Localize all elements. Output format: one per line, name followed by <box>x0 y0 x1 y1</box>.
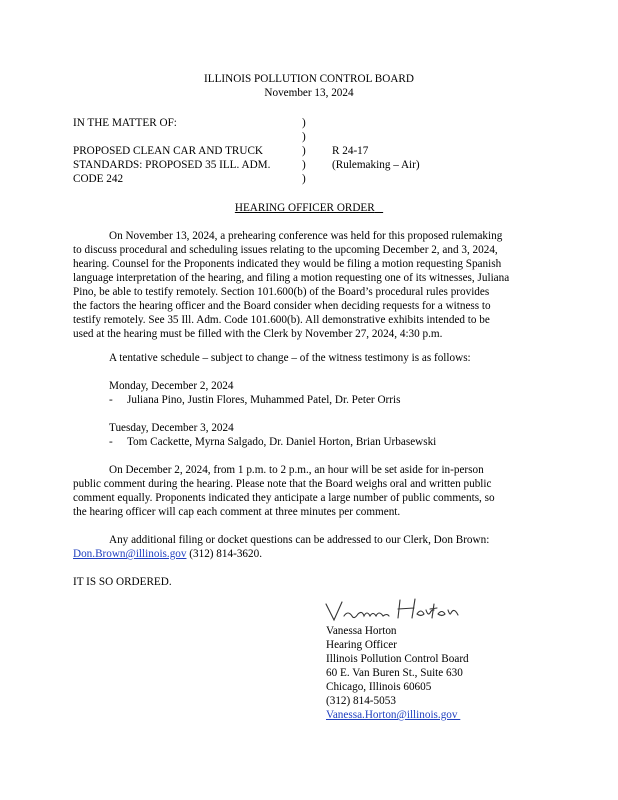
clerk-contact <box>73 547 262 561</box>
caption-paren: ) <box>302 173 306 185</box>
paragraph-public-comment <box>73 463 495 519</box>
signer-title: Hearing Officer <box>326 639 397 651</box>
schedule-dash: - <box>109 436 113 448</box>
signer-address: 60 E. Van Buren St., Suite 630 <box>326 667 463 679</box>
schedule-intro: A tentative schedule – subject to change – of the witness testimony is as follows: <box>109 352 471 364</box>
caption-line: IN THE MATTER OF: <box>73 117 177 129</box>
signer-organization: Illinois Pollution Control Board <box>326 653 469 665</box>
caption-paren: ) <box>302 131 306 143</box>
caption-paren: ) <box>302 159 306 171</box>
order-title-text: HEARING OFFICER ORDER <box>234 202 375 214</box>
handwritten-signature <box>322 596 462 626</box>
text-line: On November 13, 2024, a prehearing conference was held for this proposed rulemaking <box>109 230 503 242</box>
signature-block <box>326 624 469 722</box>
text-line: used at the hearing must be filled with the Clerk by November 27, 2024, 4:30 p.m. <box>73 328 443 340</box>
order-date: November 13, 2024 <box>264 87 354 99</box>
text-line: comment equally. Proponents indicated they anticipate a large number of public comments, so <box>73 492 495 504</box>
docket-number: R 24-17 <box>332 145 369 157</box>
text-line: hearing. Counsel for the Proponents indicated they would be filing a motion requesting Spanish <box>73 258 502 270</box>
text-line: public comment during the hearing. Please note that the Board weighs oral and written public <box>73 478 492 490</box>
agency-name: ILLINOIS POLLUTION CONTROL BOARD <box>204 73 414 85</box>
docket-type: (Rulemaking – Air) <box>332 159 420 171</box>
text-line: the hearing officer will cap each comment at three minutes per comment. <box>73 506 401 518</box>
caption-paren: ) <box>302 145 306 157</box>
caption-line: CODE 242 <box>73 173 124 185</box>
closing-statement: IT IS SO ORDERED. <box>73 576 172 588</box>
caption-line: STANDARDS: PROPOSED 35 ILL. ADM. <box>73 159 271 171</box>
text-line: Pino, be able to testify remotely. Section 101.600(b) of the Board’s procedural rules provides <box>73 286 490 298</box>
caption-paren: ) <box>302 117 306 129</box>
text-line: testify remotely. See 35 Ill. Adm. Code 101.600(b). All demonstrative exhibits intended to be <box>73 314 490 326</box>
schedule-day: Tuesday, December 3, 2024 <box>109 422 234 434</box>
text-line: On December 2, 2024, from 1 p.m. to 2 p.m., an hour will be set aside for in-person <box>109 464 484 476</box>
text-line: the factors the hearing officer and the Board consider when deciding requests for a witness to <box>73 300 491 312</box>
clerk-email-link[interactable]: Don.Brown@illinois.gov <box>73 548 187 560</box>
text-line: to discuss procedural and scheduling issues relating to the upcoming December 2, and 3, 2024, <box>73 244 498 256</box>
schedule-dash: - <box>109 394 113 406</box>
text-line: language interpretation of the hearing, and filing a motion requesting one of its witnesses, Juliana <box>73 272 510 284</box>
signer-email-link[interactable]: Vanessa.Horton@illinois.gov <box>326 709 458 721</box>
paragraph-prehearing <box>73 229 509 341</box>
schedule-witnesses: Tom Cackette, Myrna Salgado, Dr. Daniel Horton, Brian Urbasewski <box>127 436 437 448</box>
clerk-phone: (312) 814-3620. <box>186 548 262 560</box>
clerk-contact-line: Any additional filing or docket questions can be addressed to our Clerk, Don Brown: <box>109 534 490 546</box>
order-title <box>0 201 618 215</box>
caption-line: PROPOSED CLEAN CAR AND TRUCK <box>73 145 264 157</box>
schedule-day: Monday, December 2, 2024 <box>109 380 234 392</box>
signer-city: Chicago, Illinois 60605 <box>326 681 432 693</box>
signer-name: Vanessa Horton <box>326 625 397 637</box>
schedule-witnesses: Juliana Pino, Justin Flores, Muhammed Patel, Dr. Peter Orris <box>127 394 401 406</box>
signer-phone: (312) 814-5053 <box>326 695 396 707</box>
